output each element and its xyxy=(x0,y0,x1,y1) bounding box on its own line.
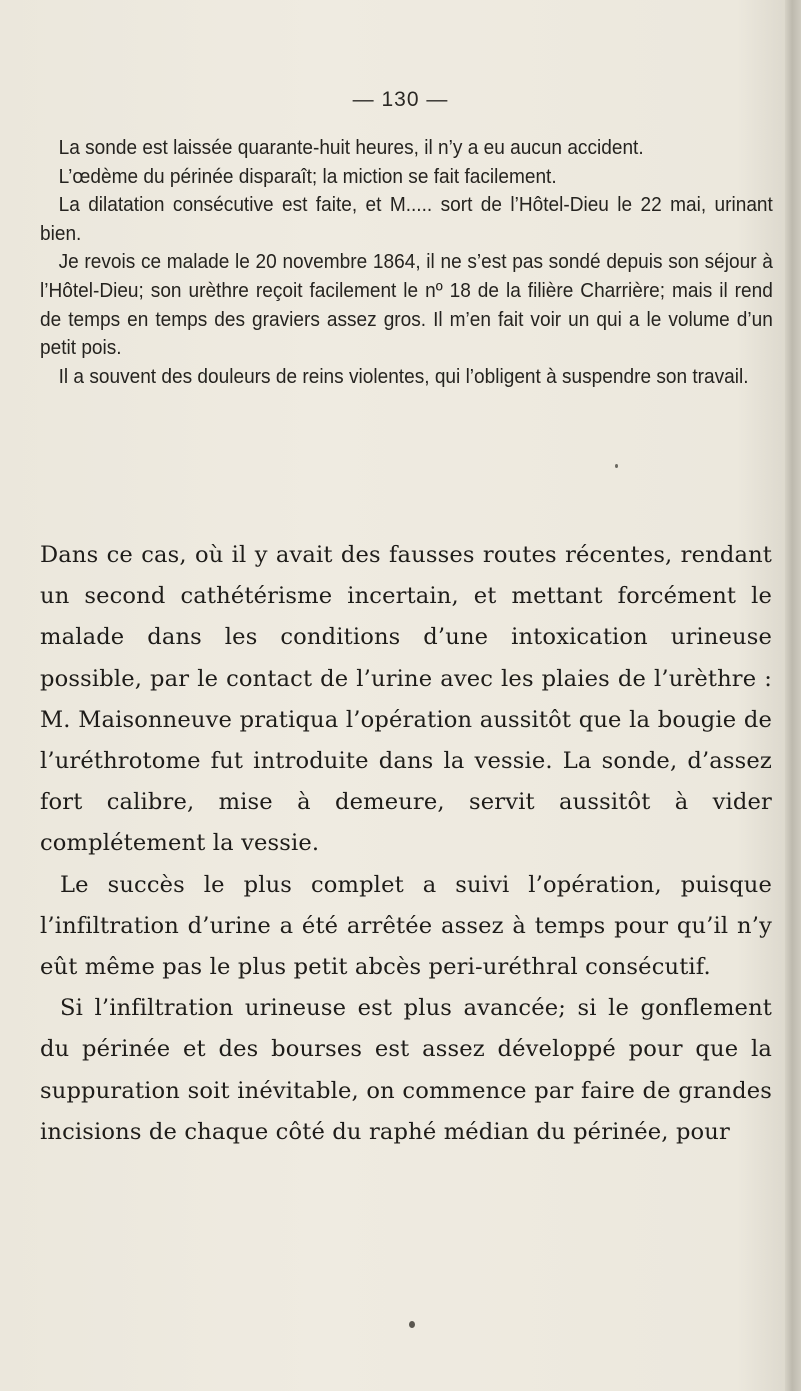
page-edge xyxy=(785,0,801,1391)
paragraph-dans-ce-cas: Dans ce cas, où il y avait des fausses routes récentes, rendant un second cathétérisme incertain, et mettant forcément le malade dans les conditions d’une intoxication urineuse possible, par le contact de l’urine avec les plaies de l’urèthre : M. Maisonneuve pratiqua l’opération aussitôt que la bougie de l’uréthrotome fut introduite dans la vessie. La sonde, d’assez fort calibre, mise à demeure, servit aussitôt à vider complétement la vessie. xyxy=(40,542,772,857)
paragraph-revois: Je revois ce malade le 20 novembre 1864, il ne s’est pas sondé depuis son séjour à l’Hôtel-Dieu; son urèthre reçoit facilement le nº 18 de la filière Charrière; mais il rend de temps en temps des graviers assez gros. Il m’en fait voir un qui a le volume d’un petit pois. xyxy=(40,250,773,360)
page-number: — 130 — xyxy=(352,88,449,111)
case-notes-block xyxy=(40,134,773,391)
paragraph-oedeme: L’œdème du périnée disparaît; la miction se fait facilement. xyxy=(58,164,557,188)
paragraph-succes: Le succès le plus complet a suivi l’opération, puisque l’infiltration d’urine a été arrêtée assez à temps pour qu’il n’y eût même pas le plus petit abcès peri-uréthral consécutif. xyxy=(40,871,772,981)
paragraph-infiltration: Si l’infiltration urineuse est plus avancée; si le gonflement du périnée et des bourses est assez développé pour que la suppuration soit inévitable, on commence par faire de grandes incisions de chaque côté du raphé médian du périnée, pour xyxy=(40,995,772,1145)
ink-speck xyxy=(409,1321,415,1328)
ink-speck xyxy=(615,464,618,468)
paragraph-dilatation: La dilatation consécutive est faite, et M..... sort de l’Hôtel-Dieu le 22 mai, urinant bien. xyxy=(40,193,773,245)
paragraph-sonde: La sonde est laissée quarante-huit heures, il n’y a eu aucun accident. xyxy=(58,136,644,159)
commentary-block xyxy=(40,535,772,1153)
paragraph-douleurs: Il a souvent des douleurs de reins violentes, qui l’obligent à suspendre son travail. xyxy=(58,364,749,388)
